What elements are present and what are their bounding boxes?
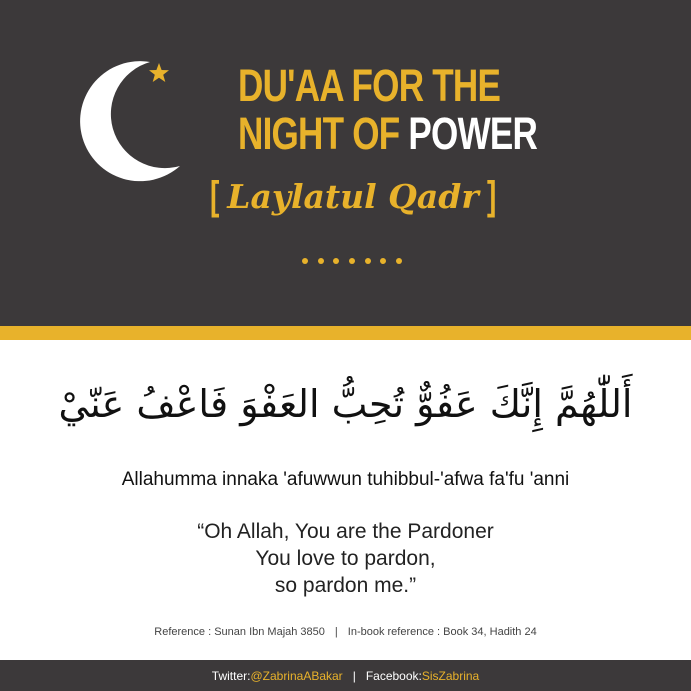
divider-dot xyxy=(349,258,355,264)
dot-divider xyxy=(302,258,402,266)
footer-bar xyxy=(0,660,691,691)
reference-in-book: In-book reference : Book 34, Hadith 24 xyxy=(347,626,537,638)
subtitle-text: Laylatul Qadr xyxy=(227,176,479,216)
title-line-2-white: POWER xyxy=(408,108,538,159)
divider-dot xyxy=(302,258,308,264)
divider-dot xyxy=(333,258,339,264)
page-title xyxy=(205,60,538,159)
divider-dot xyxy=(365,258,371,264)
translation-line-1: “Oh Allah, You are the Pardoner xyxy=(197,520,494,543)
star-icon xyxy=(148,62,170,84)
translation-quote xyxy=(0,518,691,599)
twitter-label: Twitter: xyxy=(211,668,251,683)
reference-primary: Reference : Sunan Ibn Majah 3850 xyxy=(154,626,325,638)
divider-dot xyxy=(318,258,324,264)
subtitle xyxy=(198,170,508,222)
title-line-2-gold: NIGHT OF xyxy=(238,108,409,159)
transliteration: Allahumma innaka 'afuwwun tuhibbul-'afwa fa'fu 'anni xyxy=(121,469,570,490)
reference-line xyxy=(0,626,691,638)
subtitle-close-bracket: ] xyxy=(486,174,497,218)
title-line-2 xyxy=(238,108,538,159)
subtitle-open-bracket: [ xyxy=(209,174,220,218)
gold-divider-band xyxy=(0,326,691,340)
divider-dot xyxy=(396,258,402,264)
crescent-moon-icon xyxy=(70,58,200,188)
facebook-handle-link[interactable]: SisZabrina xyxy=(421,668,480,683)
translation-line-3: so pardon me.” xyxy=(274,574,417,597)
twitter-handle-link[interactable]: @ZabrinaABakar xyxy=(250,668,343,683)
facebook-label: Facebook: xyxy=(365,668,422,683)
translation-line-2: You love to pardon, xyxy=(255,547,436,570)
arabic-dua: أَللّٰهُمَّ إِنَّكَ عَفُوٌّ تُحِبُّ العَفْوَ فَاعْفُ عَنّيْ xyxy=(58,382,633,426)
footer-separator: | xyxy=(352,668,356,683)
divider-dot xyxy=(380,258,386,264)
title-line-1: DU'AA FOR THE xyxy=(238,60,501,111)
header-panel xyxy=(0,0,691,326)
reference-separator: | xyxy=(334,626,338,638)
